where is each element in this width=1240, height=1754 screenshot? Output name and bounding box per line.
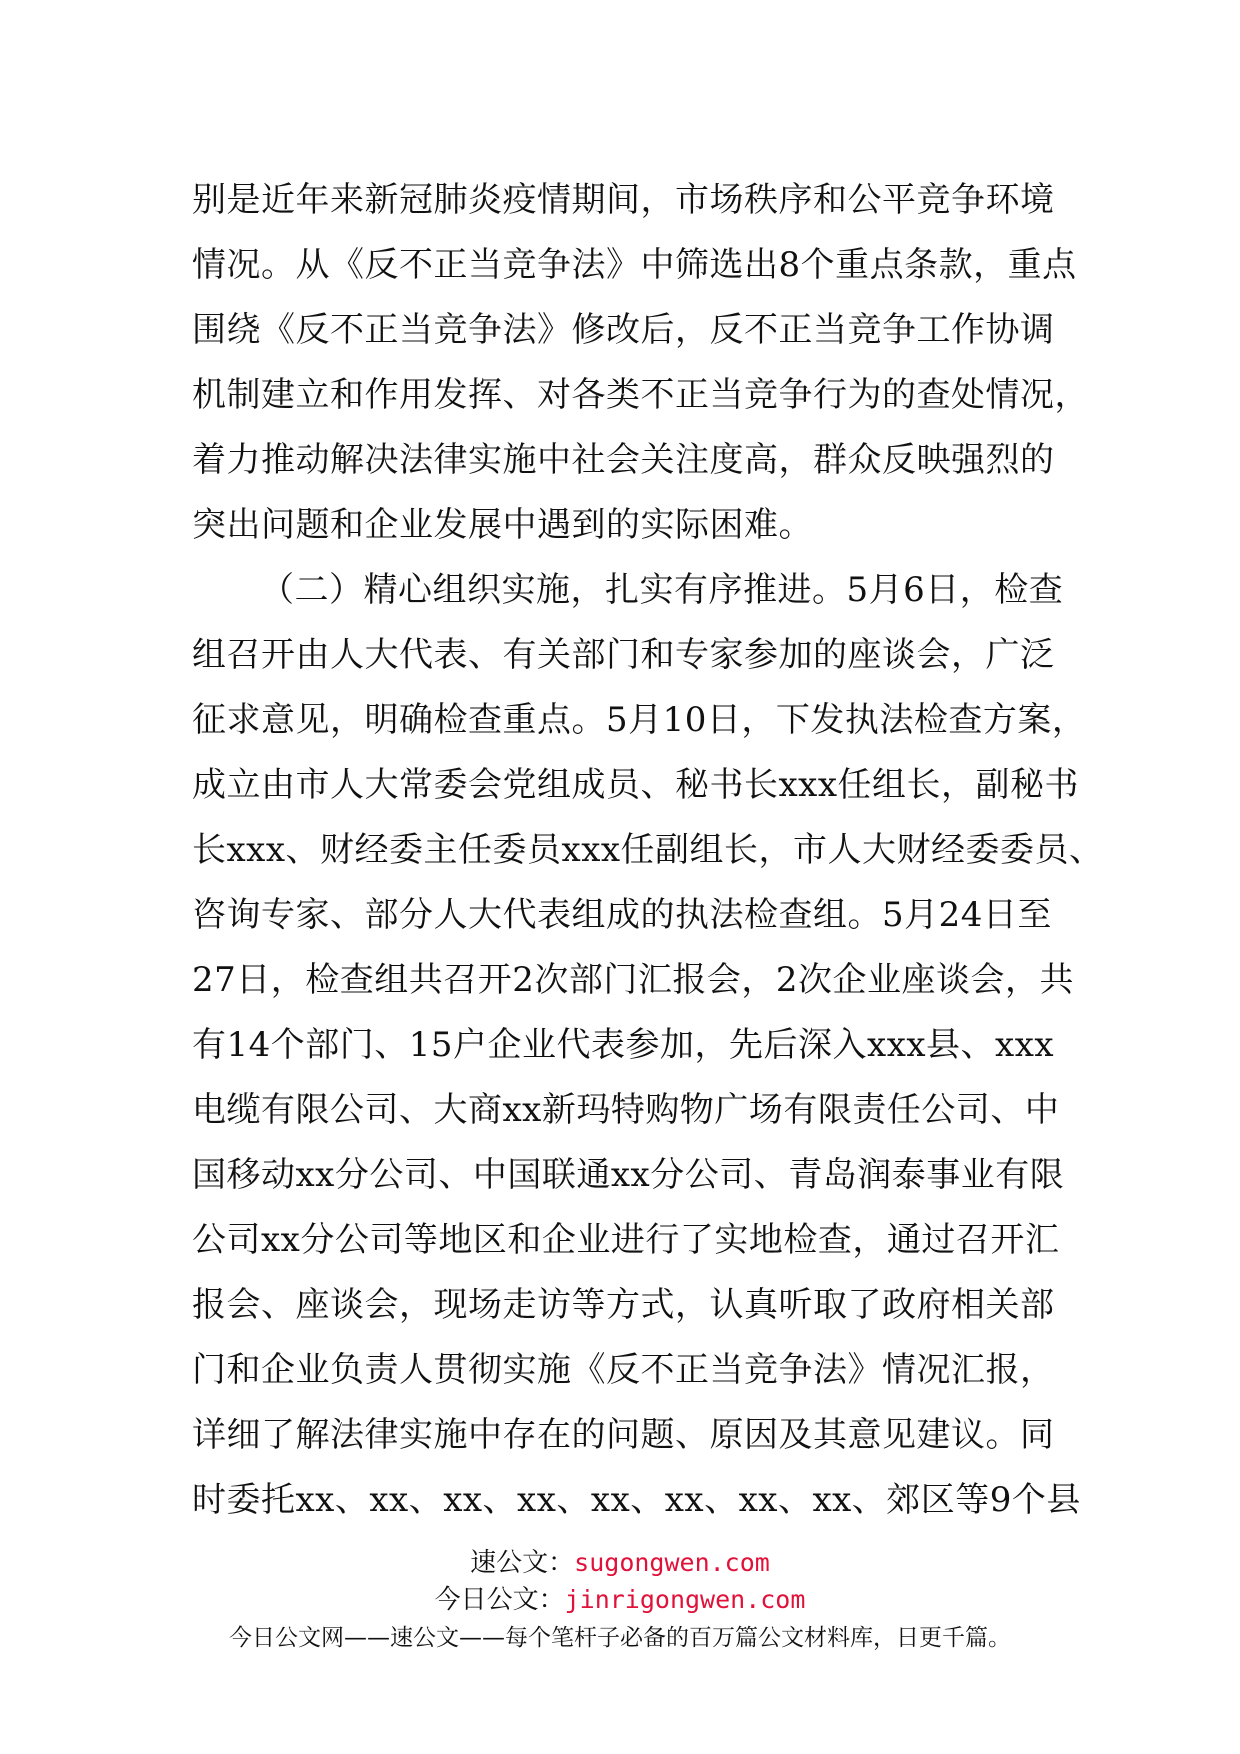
section-heading-line: （二）精心组织实施，扎实有序推进。5月6日，检查 <box>260 570 1064 610</box>
text-line: 国移动xx分公司、中国联通xx分公司、青岛润泰事业有限 <box>192 1155 1065 1195</box>
text-line: 着力推动解决法律实施中社会关注度高，群众反映强烈的 <box>192 440 1055 480</box>
footer-slogan: 今日公文网——速公文——每个笔杆子必备的百万篇公文材料库，日更千篇。 <box>229 1625 1011 1651</box>
text-line: 电缆有限公司、大商xx新玛特购物广场有限责任公司、中 <box>192 1090 1060 1130</box>
footer-jinrigongwen <box>0 1583 1240 1617</box>
text-line: 别是近年来新冠肺炎疫情期间，市场秩序和公平竞争环境 <box>192 180 1055 220</box>
footer-jinrigongwen-link[interactable]: jinrigongwen.com <box>564 1585 806 1614</box>
text-line: 组召开由人大代表、有关部门和专家参加的座谈会，广泛 <box>192 635 1055 675</box>
text-line: 有14个部门、15户企业代表参加，先后深入xxx县、xxx <box>192 1025 1055 1065</box>
text-line: 详细了解法律实施中存在的问题、原因及其意见建议。同 <box>192 1415 1055 1455</box>
text-line: 咨询专家、部分人大代表组成的执法检查组。5月24日至 <box>192 895 1052 935</box>
text-line: 机制建立和作用发挥、对各类不正当竞争行为的查处情况， <box>192 375 1089 415</box>
footer-sugongwen <box>0 1546 1240 1580</box>
text-line: 门和企业负责人贯彻实施《反不正当竞争法》情况汇报， <box>192 1350 1055 1390</box>
text-line: 成立由市人大常委会党组成员、秘书长xxx任组长，副秘书 <box>192 765 1080 805</box>
text-line: 27日，检查组共召开2次部门汇报会，2次企业座谈会，共 <box>192 960 1075 1000</box>
footer-sugongwen-link[interactable]: sugongwen.com <box>574 1548 770 1577</box>
text-line: 长xxx、财经委主任委员xxx任副组长，市人大财经委委员、 <box>192 830 1104 870</box>
text-line: 报会、座谈会，现场走访等方式，认真听取了政府相关部 <box>192 1285 1055 1325</box>
text-line: 围绕《反不正当竞争法》修改后，反不正当竞争工作协调 <box>192 310 1055 350</box>
text-line: 时委托xx、xx、xx、xx、xx、xx、xx、xx、郊区等9个县 <box>192 1480 1081 1520</box>
text-line: 征求意见，明确检查重点。5月10日，下发执法检查方案， <box>192 700 1087 740</box>
text-line: 情况。从《反不正当竞争法》中筛选出8个重点条款，重点 <box>192 245 1077 285</box>
body-text <box>192 168 1104 1533</box>
footer-jinrigongwen-label: 今日公文： <box>434 1585 565 1615</box>
footer-sugongwen-label: 速公文： <box>470 1548 575 1578</box>
text-line: 公司xx分公司等地区和企业进行了实地检查，通过召开汇 <box>192 1220 1060 1260</box>
text-line: 突出问题和企业发展中遇到的实际困难。 <box>192 505 813 545</box>
